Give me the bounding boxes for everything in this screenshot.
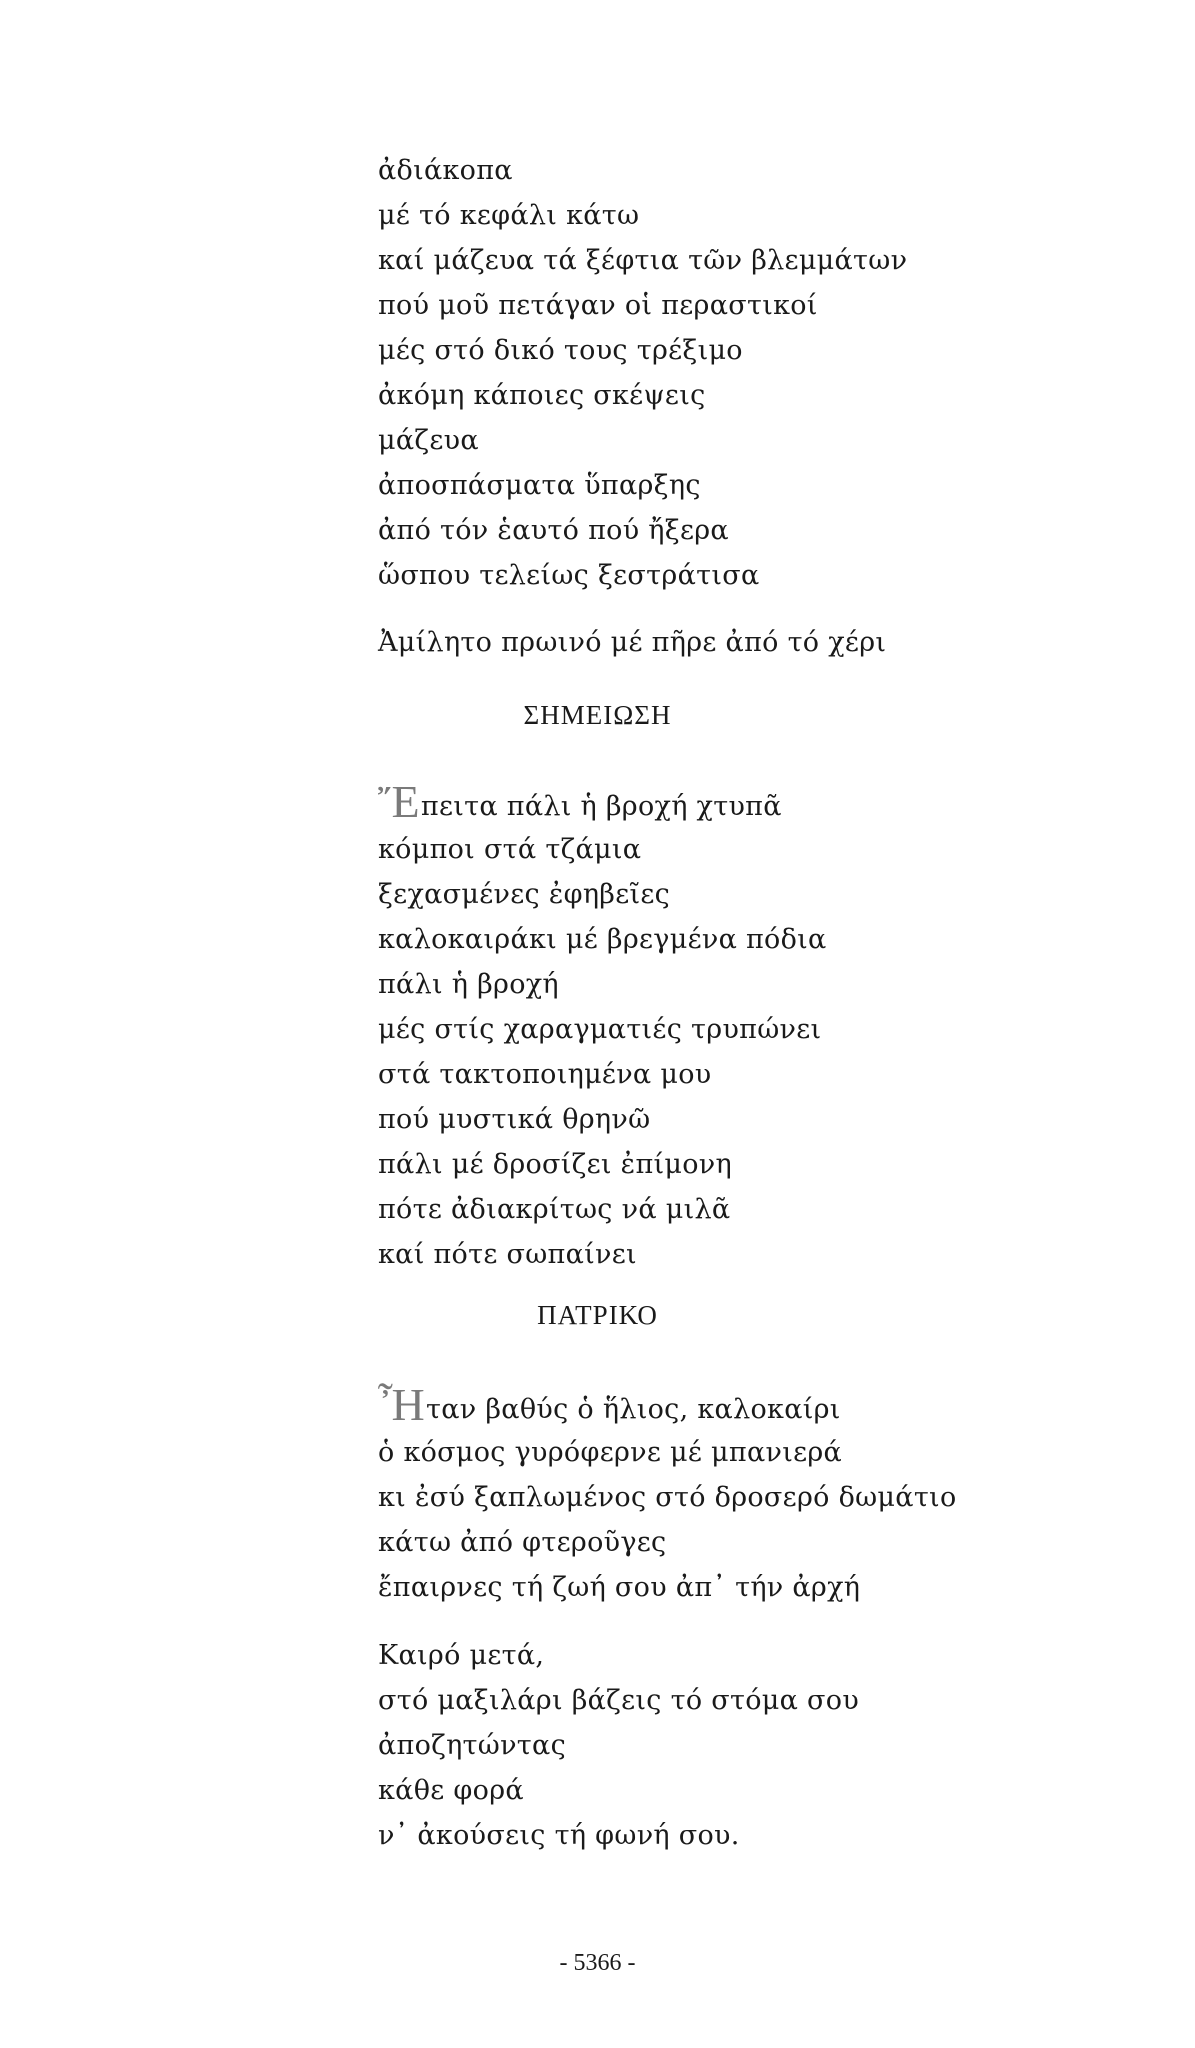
poem-body: [378, 1379, 1138, 1610]
poem-line: ξεχασμένες ἐφηβεῖες: [378, 879, 671, 910]
poem-line: ἀκόμη κάποιες σκέψεις: [378, 380, 706, 411]
poem-line: ἔπαιρνες τή ζωή σου ἀπ᾽ τήν ἀρχή: [378, 1572, 861, 1603]
poem-line: ἀποσπάσματα ὕπαρξης: [378, 470, 701, 501]
poem-line-text: πειτα πάλι ἡ βροχή χτυπᾶ: [420, 791, 782, 822]
poem-line: κόμποι στά τζάμια: [378, 834, 642, 865]
poem-title: ΠΑΤΡΙΚΟ: [537, 1300, 658, 1330]
poem-line: πάλι ἡ βροχή: [378, 969, 559, 1000]
poem-line: πότε ἀδιακρίτως νά μιλᾶ: [378, 1194, 731, 1225]
poem-closing-stanza: [378, 620, 1138, 665]
poem-line: ν᾽ ἀκούσεις τή φωνή σου.: [378, 1820, 740, 1851]
drop-cap: Ἔ: [378, 776, 420, 827]
poem-line: κάτω ἀπό φτεροῦγες: [378, 1527, 667, 1558]
page-number: - 5366 -: [559, 1950, 636, 1976]
poem-line: μάζευα: [378, 425, 479, 456]
poem-line: καλοκαιράκι μέ βρεγμένα πόδια: [378, 924, 827, 955]
poem-stanza: [378, 1633, 1138, 1858]
poem-title: ΣΗΜΕΙΩΣΗ: [523, 700, 672, 730]
poem-line: στά τακτοποιημένα μου: [378, 1059, 712, 1090]
poem-line: πού μοῦ πετάγαν οἱ περαστικοί: [378, 290, 818, 321]
poem-body: [378, 776, 1138, 1277]
poem-line: κι ἐσύ ξαπλωμένος στό δροσερό δωμάτιο: [378, 1482, 957, 1513]
poem-line: πού μυστικά θρηνῶ: [378, 1104, 651, 1135]
drop-cap: Ἦ: [378, 1379, 426, 1430]
poem-line: κάθε φορά: [378, 1775, 524, 1806]
poem-line: ἀποζητώντας: [378, 1730, 567, 1761]
poem-line: ἀπό τόν ἑαυτό πού ἤξερα: [378, 515, 729, 546]
poem-line: στό μαξιλάρι βάζεις τό στόμα σου: [378, 1685, 860, 1716]
poem-line: μές στό δικό τους τρέξιμο: [378, 335, 743, 366]
poem-line: καί μάζευα τά ξέφτια τῶν βλεμμάτων: [378, 245, 908, 276]
poem-line: καί πότε σωπαίνει: [378, 1239, 637, 1270]
poem-first-line: [378, 1379, 1138, 1430]
poem-fragment: [378, 148, 1138, 598]
poem-line: Ἀμίλητο πρωινό μέ πῆρε ἀπό τό χέρι: [378, 627, 887, 658]
poem-line: Καιρό μετά,: [378, 1640, 545, 1671]
poem-line: μέ τό κεφάλι κάτω: [378, 200, 640, 231]
poem-line: μές στίς χαραγματιές τρυπώνει: [378, 1014, 822, 1045]
poem-line: ἀδιάκοπα: [378, 155, 513, 186]
poem-first-line: [378, 776, 1138, 827]
poem-line: ὁ κόσμος γυρόφερνε μέ μπανιερά: [378, 1437, 843, 1468]
poem-line: πάλι μέ δροσίζει ἐπίμονη: [378, 1149, 732, 1180]
poem-line-text: ταν βαθύς ὁ ἥλιος, καλοκαίρι: [426, 1394, 841, 1425]
poem-line: ὥσπου τελείως ξεστράτισα: [378, 560, 760, 591]
